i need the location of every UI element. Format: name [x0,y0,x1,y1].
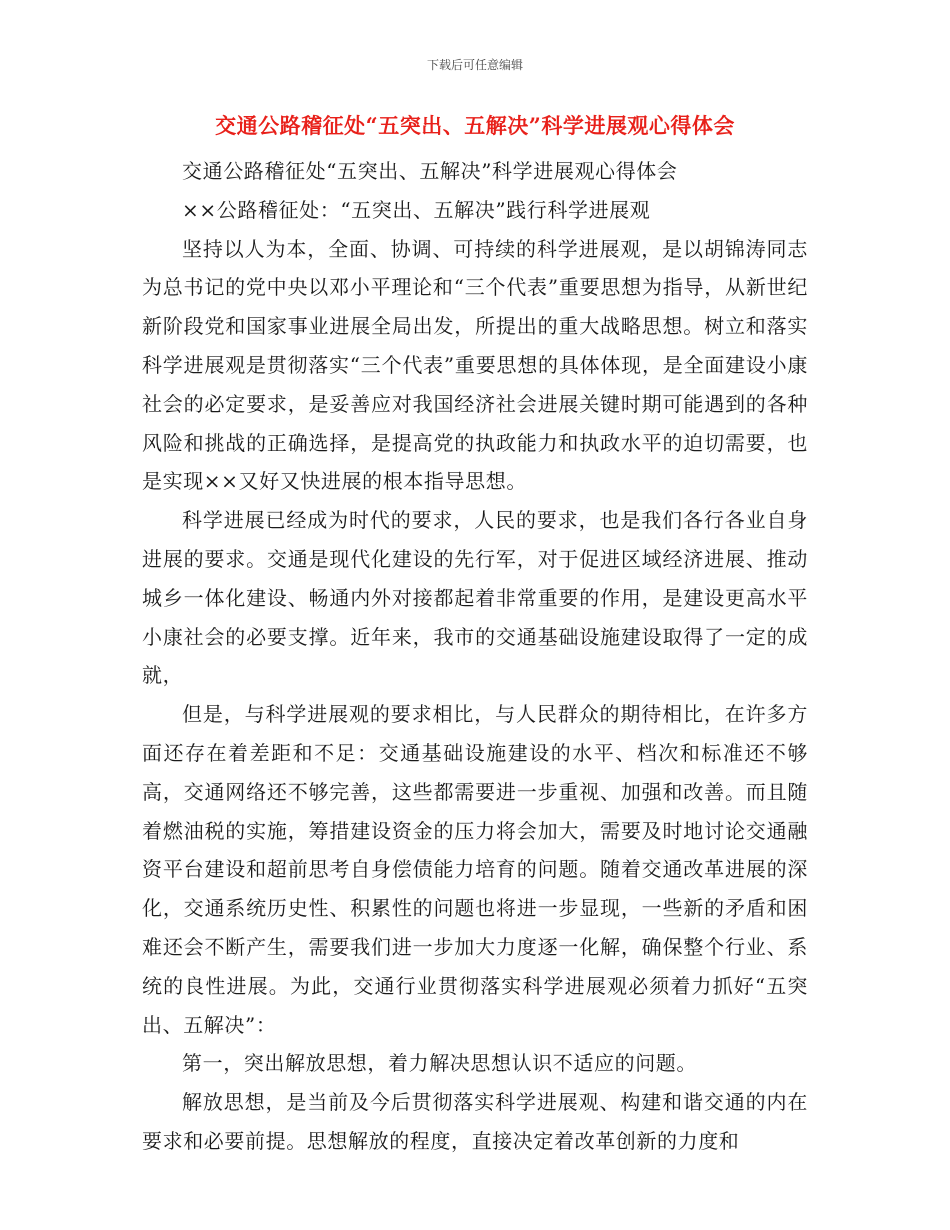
paragraph: 但是，与科学进展观的要求相比，与人民群众的期待相比，在许多方面还存在着差距和不足：交通基础设施建设的水平、档次和标准还不够高，交通网络还不够完善，这些都需要进一步重视、加强和改善。而且随着燃油税的实施，筹措建设资金的压力将会加大，需要及时地讨论交通融资平台建设和超前思考自身偿债能力培育的问题。随着交通改革进展的深化，交通系统历史性、积累性的问题也将进一步显现，一些新的矛盾和困难还会不断产生，需要我们进一步加大力度逐一化解，确保整个行业、系统的良性进展。为此，交通行业贯彻落实科学进展观必须着力抓好“五突出、五解决”： [142,702,808,1037]
paragraph: 科学进展已经成为时代的要求，人民的要求，也是我们各行各业自身进展的要求。交通是现代化建设的先行军，对于促进区域经济进展、推动城乡一体化建设、畅通内外对接都起着非常重要的作用，是建设更高水平小康社会的必要支撑。近年来，我市的交通基础设施建设取得了一定的成就， [142,508,808,688]
paragraph-section-heading: 第一，突出解放思想，着力解决思想认识不适应的问题。 [182,1051,697,1076]
paragraph-heading: ××公路稽征处：“五突出、五解决”践行科学进展观 [182,197,651,222]
paragraph-subtitle: 交通公路稽征处“五突出、五解决”科学进展观心得体会 [182,159,678,183]
document-title: 交通公路稽征处“五突出、五解决”科学进展观心得体会 [215,113,735,138]
document-body [142,152,808,1161]
paragraph: 坚持以人为本，全面、协调、可持续的科学进展观，是以胡锦涛同志为总书记的党中央以邓小平理论和“三个代表”重要思想为指导，从新世纪新阶段党和国家事业进展全局出发，所提出的重大战略思想。树立和落实科学进展观是贯彻落实“三个代表”重要思想的具体体现，是全面建设小康社会的必定要求，是妥善应对我国经济社会进展关键时期可能遇到的各种风险和挑战的正确选择，是提高党的执政能力和执政水平的迫切需要，也是实现××又好又快进展的根本指导思想。 [142,236,808,494]
header-note: 下载后可任意编辑 [426,58,523,72]
paragraph: 解放思想，是当前及今后贯彻落实科学进展观、构建和谐交通的内在要求和必要前提。思想解放的程度，直接决定着改革创新的力度和 [142,1090,808,1153]
